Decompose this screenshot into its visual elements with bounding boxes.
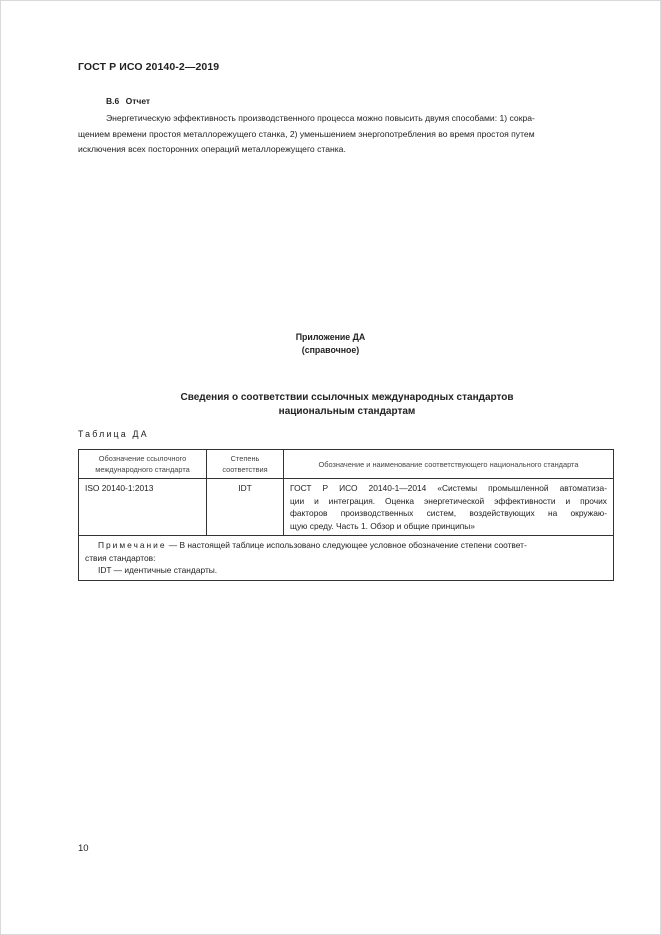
paragraph-line: Энергетическую эффективность производственного процесса можно повысить двумя способами: 1) сокра-: [106, 113, 535, 123]
section-paragraph: [78, 111, 616, 158]
paragraph-line: исключения всех посторонних операций металлорежущего станка.: [78, 144, 346, 154]
cell-degree: IDT: [207, 479, 284, 536]
header-degree: [207, 450, 284, 479]
header-intl-standard-line2: международного стандарта: [95, 465, 190, 474]
header-intl-standard: [79, 450, 207, 479]
annex-title: Приложение ДА: [295, 332, 366, 342]
table-caption: Таблица ДА: [78, 429, 149, 439]
header-intl-standard-line1: Обозначение ссылочного: [98, 454, 187, 463]
national-standard-line: факторов производственных систем, воздействующих на окружаю-: [290, 508, 607, 518]
note-text: — В настоящей таблице использовано следующее условное обозначение степени соответ-: [166, 540, 527, 550]
section-heading: [106, 96, 154, 106]
table-row: [79, 479, 614, 536]
table-note-row: [79, 536, 614, 581]
table-note: [79, 536, 614, 581]
cell-national-standard: [284, 479, 614, 536]
section-title: Отчет: [125, 96, 151, 106]
national-standard-line: щую среду. Часть 1. Обзор и общие принципы»: [290, 520, 475, 531]
table-header-row: [79, 450, 614, 479]
header-degree-line1: Степень: [230, 454, 260, 463]
national-standard-line: ГОСТ Р ИСО 20140-1—2014 «Системы промышленной автоматиза-: [290, 483, 607, 493]
annex-subtitle: (справочное): [301, 345, 360, 355]
note-label: Примечание: [98, 540, 167, 550]
page-number: 10: [78, 843, 89, 854]
note-line-1: [85, 539, 607, 552]
standards-table: [78, 449, 614, 581]
paragraph-line: щением времени простоя металлорежущего станка, 2) уменьшением энергопотребления во время простоя путем: [78, 128, 535, 139]
cell-intl-standard: ISO 20140-1:2013: [79, 479, 207, 536]
section-number: B.6: [106, 96, 120, 106]
note-line-3: IDT — идентичные стандарты.: [98, 565, 218, 575]
header-degree-line2: соответствия: [222, 465, 268, 474]
national-standard-line: ции и интеграция. Оценка энергетической эффективности и прочих: [290, 495, 607, 506]
header-national-standard: Обозначение и наименование соответствующего национального стандарта: [284, 450, 614, 479]
annex-main-title-line2: национальным стандартам: [278, 406, 416, 417]
document-header: ГОСТ Р ИСО 20140-2—2019: [78, 61, 220, 73]
note-line-2: ствия стандартов:: [85, 552, 156, 563]
annex-main-title-line1: Сведения о соответствии ссылочных международных стандартов: [180, 392, 514, 403]
